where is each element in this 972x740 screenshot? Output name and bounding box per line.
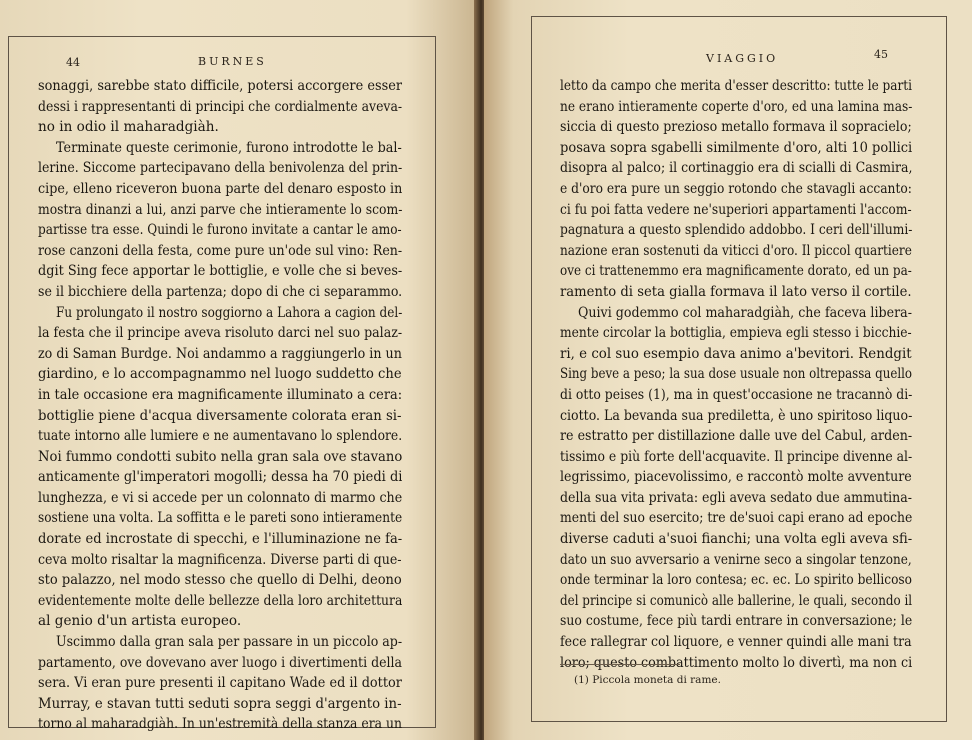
text-line: letto da campo che merita d'esser descritto: tutte le parti	[560, 78, 912, 94]
text-line: al genio d'un artista europeo.	[38, 613, 242, 630]
right-page-number: 45	[874, 48, 888, 61]
text-line: suo costume, fece più tardi entrare in conversazione; le	[560, 613, 912, 630]
left-page	[0, 0, 478, 740]
text-line: ciotto. La bevanda sua prediletta, è uno spiritoso liquo-	[560, 407, 912, 424]
text-line: e d'oro era pure un seggio rotondo che stavagli accanto:	[560, 180, 912, 197]
text-line: ne erano intieramente coperte d'oro, ed una lamina mas-	[560, 98, 912, 115]
text-line: ove ci trattenemmo era magnificamente dorato, ed un pa-	[560, 263, 912, 280]
text-line: sera. Vi eran pure presenti il capitano Wade ed il dottor	[38, 675, 402, 692]
text-line: nazione eran sostenuti da viticci d'oro. Il piccol quartiere	[560, 242, 912, 259]
text-line: dgit Sing fece apportar le bottiglie, e volle che si beves-	[38, 263, 402, 280]
text-line: anticamente gl'imperatori mogolli; dessa ha 70 piedi di	[38, 469, 402, 486]
text-line: se il bicchiere della partenza; dopo di che ci separammo.	[38, 283, 402, 300]
text-line: pagnatura a questo splendido addobbo. I ceri dell'illumi-	[560, 222, 912, 239]
text-line: Quivi godemmo col maharadgiàh, che faceva libera-	[578, 304, 912, 321]
text-line: lunghezza, e vi si accede per un colonnato di marmo che	[38, 489, 402, 506]
right-running-head: VIAGGIO	[706, 52, 779, 65]
text-line: menti del suo esercito; tre de'suoi capi erano ad epoche	[560, 510, 912, 527]
text-line: Terminate queste cerimonie, furono introdotte le bal-	[56, 139, 402, 156]
text-line: partamento, ove dovevano aver luogo i divertimenti della	[38, 654, 402, 671]
text-line: giardino, e lo accompagnammo nel luogo suddetto che	[38, 366, 402, 383]
text-line: zo di Saman Burdge. Noi andammo a raggiungerlo in un	[38, 345, 402, 362]
left-running-head: BURNES	[198, 55, 267, 68]
text-line: sonaggi, sarebbe stato difficile, potersi accorgere esser	[38, 78, 402, 94]
text-line: Fu prolungato il nostro soggiorno a Lahora a cagion del-	[56, 304, 402, 321]
text-line: Sing beve a peso; la sua dose usuale non oltrepassa quello	[560, 366, 912, 383]
text-line: della sua vita privata: egli aveva sedato due ammutina-	[560, 489, 912, 506]
text-line: torno al maharadgiàh. In un'estremità della stanza era un	[38, 716, 402, 733]
text-line: siccia di questo prezioso metallo formava il sopracielo;	[560, 119, 912, 136]
text-line: mostra dinanzi a lui, anzi parve che intieramente lo scom-	[38, 201, 402, 218]
text-line: Noi fummo condotti subito nella gran sala ove stavano	[38, 448, 402, 465]
left-page-number: 44	[66, 56, 80, 69]
text-line: la festa che il principe aveva risoluto darci nel suo palaz-	[38, 325, 402, 342]
text-line: fece rallegrar col liquore, e venner quindi alle mani tra	[560, 634, 912, 651]
text-line: ceva molto risaltar la magnificenza. Diverse parti di que-	[38, 551, 402, 568]
text-line: mente circolar la bottiglia, empieva egli stesso i bicchie-	[560, 325, 912, 342]
right-page	[484, 0, 972, 740]
text-line: Murray, e stavan tutti seduti sopra seggi d'argento in-	[38, 695, 402, 712]
text-line: posava sopra sgabelli similmente d'oro, alti 10 pollici	[560, 139, 912, 156]
text-line: in tale occasione era magnificamente illuminato a cera:	[38, 386, 402, 403]
text-line: ri, e col suo esempio dava animo a'bevitori. Rendgit	[560, 345, 912, 362]
text-line: tuate intorno alle lumiere e ne aumentavano lo splendore.	[38, 428, 402, 445]
text-line: legrissimo, piacevolissimo, e raccontò molte avventure	[560, 469, 912, 486]
text-line: lerine. Siccome partecipavano della benivolenza del prin-	[38, 160, 402, 177]
text-line: tissimo e più forte dell'acquavite. Il principe divenne al-	[560, 448, 912, 465]
left-page-text	[38, 76, 402, 735]
right-page-text	[560, 76, 912, 673]
text-line: di otto peises (1), ma in quest'occasione ne tracannò di-	[560, 386, 912, 403]
text-line: partisse tra esse. Quindi le furono invitate a cantar le amo-	[38, 222, 402, 239]
text-line: sto palazzo, nel modo stesso che quello di Delhi, deono	[38, 572, 402, 589]
text-line: evidentemente molte delle bellezze della loro architettura	[38, 592, 402, 609]
text-line: loro; questo combattimento molto lo divertì, ma non ci	[560, 654, 912, 671]
footnote-rule	[560, 664, 680, 665]
text-line: dorate ed incrostate di specchi, e l'illuminazione ne fa-	[38, 531, 402, 548]
text-line: re estratto per distillazione dalle uve del Cabul, arden-	[560, 428, 912, 445]
text-line: del principe si comunicò alle ballerine, le quali, secondo il	[560, 592, 912, 609]
text-line: Uscimmo dalla gran sala per passare in un piccolo ap-	[56, 634, 402, 651]
text-line: rose canzoni della festa, come pure un'ode sul vino: Ren-	[38, 242, 402, 259]
text-line: sostiene una volta. La soffitta e le pareti sono intieramente	[38, 510, 402, 527]
text-line: no in odio il maharadgiàh.	[38, 119, 219, 136]
text-line: dato un suo avversario a venirne seco a singolar tenzone,	[560, 551, 912, 568]
text-line: bottiglie piene d'acqua diversamente colorata eran si-	[38, 407, 402, 424]
text-line: diverse caduti a'suoi fianchi; una volta egli aveva sfi-	[560, 531, 912, 548]
text-line: onde terminar la loro contesa; ec. ec. Lo spirito bellicoso	[560, 572, 912, 589]
footnote: (1) Piccola moneta di rame.	[574, 674, 721, 686]
text-line: cipe, elleno riceveron buona parte del denaro esposto in	[38, 180, 402, 197]
text-line: ramento di seta gialla formava il lato verso il cortile.	[560, 283, 912, 300]
text-line: dessi i rappresentanti di principi che cordialmente aveva-	[38, 98, 402, 115]
text-line: disopra al palco; il cortinaggio era di scialli di Casmira,	[560, 160, 912, 177]
text-line: ci fu poi fatta vedere ne'superiori appartamenti l'accom-	[560, 201, 912, 218]
